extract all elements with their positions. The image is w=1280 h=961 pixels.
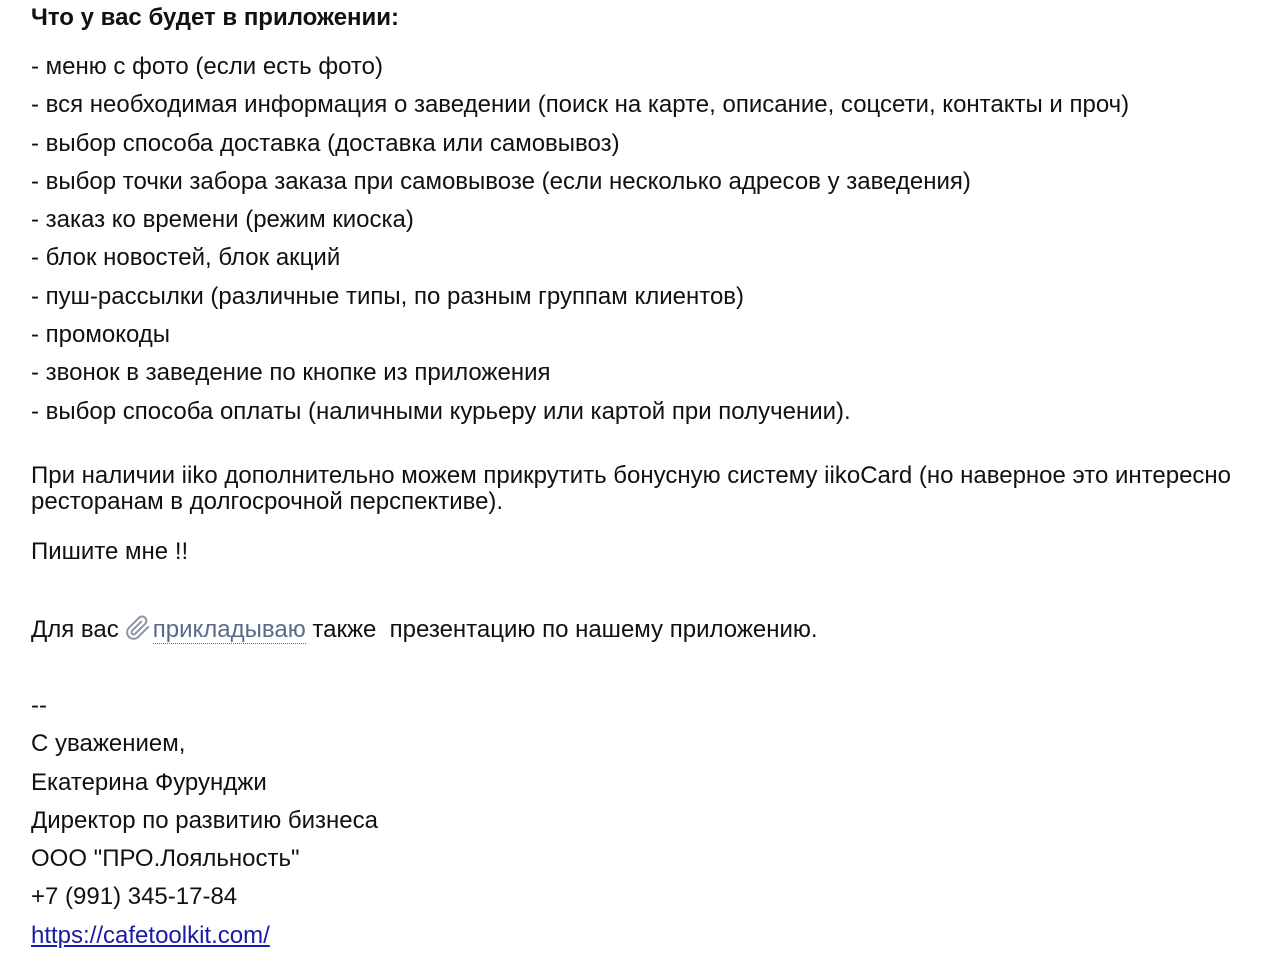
signature-website-line xyxy=(31,917,1261,955)
iiko-paragraph: При наличии iiko дополнительно можем прикрутить бонусную систему iikoCard (но наверное это интересно ресторанам в долгосрочной перспективе). xyxy=(31,461,1232,515)
list-item: - заказ ко времени (режим киоска) xyxy=(31,206,414,234)
email-body xyxy=(31,0,1261,955)
signature-separator: -- xyxy=(31,691,47,719)
list-item: - выбор способа оплаты (наличными курьеру или картой при получении). xyxy=(31,397,851,425)
signature-position: Директор по развитию бизнеса xyxy=(31,806,378,834)
list-item: - вся необходимая информация о заведении (поиск на карте, описание, соцсети, контакты и проч) xyxy=(31,91,1130,119)
attachment-line xyxy=(31,615,1261,643)
list-item: - пуш-рассылки (различные типы, по разным группам клиентов) xyxy=(31,282,745,310)
attachment-prefix: Для вас xyxy=(31,615,119,643)
list-item: - промокоды xyxy=(31,321,171,349)
list-item: - выбор точки забора заказа при самовывозе (если несколько адресов у заведения) xyxy=(31,167,971,195)
signature-name: Екатерина Фурунджи xyxy=(31,768,267,796)
attachment-suffix: также презентацию по нашему приложению. xyxy=(305,615,818,643)
features-heading: Что у вас будет в приложении: xyxy=(31,4,400,31)
list-item: - меню с фото (если есть фото) xyxy=(31,53,383,80)
list-item: - выбор способа доставка (доставка или самовывоз) xyxy=(31,129,620,157)
paperclip-icon[interactable] xyxy=(125,615,151,641)
signature xyxy=(31,687,1261,955)
list-item: - блок новостей, блок акций xyxy=(31,244,341,272)
attachment-link[interactable]: прикладываю xyxy=(152,615,306,643)
signature-company: ООО "ПРО.Лояльность" xyxy=(31,845,300,873)
features-list xyxy=(31,48,1261,431)
signature-phone: +7 (991) 345-17-84 xyxy=(31,883,238,911)
list-item: - звонок в заведение по кнопке из приложения xyxy=(31,359,551,387)
signature-greeting: С уважением, xyxy=(31,730,186,758)
write-me-text: Пишите мне !! xyxy=(31,537,189,565)
website-link[interactable]: https://cafetoolkit.com/ xyxy=(31,921,270,949)
